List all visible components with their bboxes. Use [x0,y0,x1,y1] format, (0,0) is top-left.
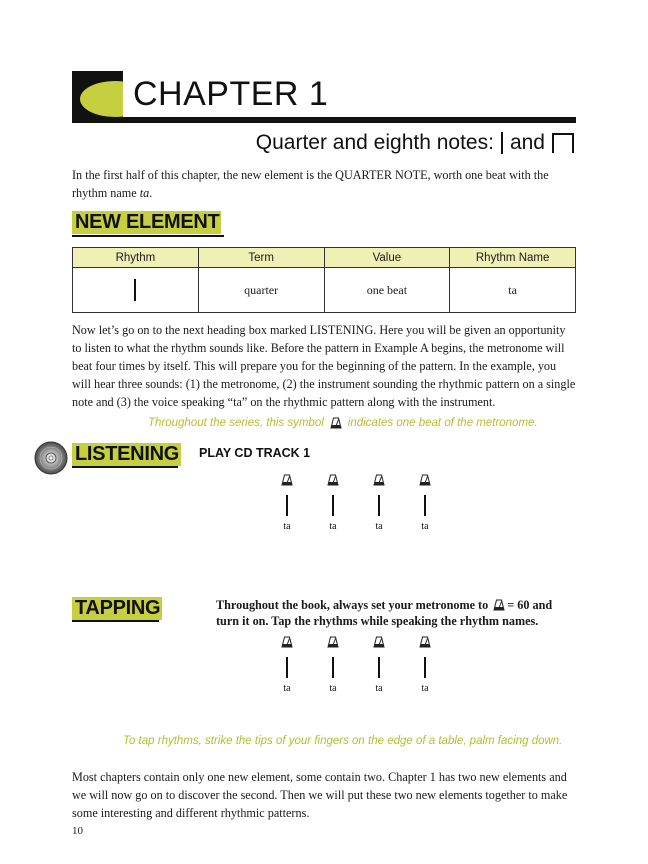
quarter-note-icon [424,657,426,678]
quarter-note-icon [332,657,334,678]
rhythm-syllable: ta [329,521,337,532]
tapping-rule [72,620,159,622]
listening-intro-paragraph: Now let’s go on to the next heading box marked LISTENING. Here you will be given an opportunity to listen to what the rhythm sounds like. Before the pattern in Example A begins, the metronome will beat four times by itself. This will prepare you for the beginning of the pattern. In the example, you will hear three sounds: (1) the metronome, (2) the instrument sounding the rhythmic pattern on a single note and (3) the voice speaking “ta” on the rhythmic pattern along with the instrument. [72,323,576,409]
header-value: Value [324,248,450,268]
tapping-text-before: Throughout the book, always set your metronome to [216,598,489,612]
quarter-note-icon [286,657,288,678]
new-element-heading: NEW ELEMENT [72,211,221,234]
header-term: Term [198,248,324,268]
metronome-icon [373,636,385,648]
beat [402,474,448,532]
quarter-note-icon [378,657,380,678]
tapping-rhythm-pattern [264,636,448,694]
intro-paragraph [72,166,578,202]
rhythm-syllable: ta [421,683,429,694]
table-header-row [73,248,576,268]
metronome-icon [330,417,342,429]
beat [264,636,310,694]
tapping-text-after: = 60 and turn it on. Tap the rhythms while speaking the rhythm names. [216,598,553,628]
chapter-rule [72,117,576,123]
cell-value: one beat [324,268,450,313]
rhythm-syllable: ta [283,683,291,694]
table-row [73,268,576,313]
rhythm-syllable: ta [375,683,383,694]
metronome-icon [327,474,339,486]
series-note-before: Throughout the series, this symbol [148,417,324,429]
listening-heading: LISTENING [72,443,181,466]
eighth-notes-icon [552,133,574,153]
chapter-subtitle [256,131,574,155]
intro-text: In the first half of this chapter, the new element is the QUARTER NOTE, worth one beat with the rhythm name [72,168,549,200]
intro-end: . [149,186,153,200]
metronome-icon [281,474,293,486]
chapter-oval-accent [80,81,123,117]
quarter-note-icon [378,495,380,516]
beat [402,636,448,694]
quarter-note-icon [332,495,334,516]
closing-paragraph: Most chapters contain only one new element, some contain two. Chapter 1 has two new elements and we will now go on to discover the second. Then we will put these two new elements together to make some interesting and different rhythmic patterns. [72,770,568,820]
metronome-icon [493,599,505,611]
metronome-icon [281,636,293,648]
series-note-after: indicates one beat of the metronome. [347,417,538,429]
new-element-rule [72,235,224,237]
beat [264,474,310,532]
cell-term: quarter [198,268,324,313]
chapter-title: CHAPTER 1 [133,75,329,113]
intro-term: ta [139,186,150,200]
subtitle-conjunction: and [509,131,545,154]
cell-rhythm [73,268,199,313]
rhythm-syllable: ta [283,521,291,532]
rhythm-syllable: ta [329,683,337,694]
quarter-note-icon [501,132,503,154]
quarter-note-icon [286,495,288,516]
header-rhythm-name: Rhythm Name [450,248,576,268]
beat [356,474,402,532]
page-number: 10 [72,825,83,837]
metronome-icon [373,474,385,486]
quarter-note-icon [134,279,136,301]
metronome-icon [419,474,431,486]
header-rhythm: Rhythm [73,248,199,268]
subtitle-text: Quarter and eighth notes: [255,131,494,154]
metronome-icon [419,636,431,648]
beat [310,474,356,532]
chapter-badge [72,71,123,123]
tapping-instructions [216,597,576,629]
tapping-heading: TAPPING [72,597,162,620]
element-table [72,247,576,313]
listening-rule [72,466,178,468]
rhythm-syllable: ta [421,521,429,532]
tapping-note: To tap rhythms, strike the tips of your fingers on the edge of a table, palm facing down. [123,735,563,747]
cd-icon [34,441,68,475]
rhythm-syllable: ta [375,521,383,532]
cd-track-label: PLAY CD TRACK 1 [199,446,311,460]
series-note [148,417,538,429]
quarter-note-icon [424,495,426,516]
cell-rhythm-name: ta [450,268,576,313]
listening-rhythm-pattern [264,474,448,532]
beat [356,636,402,694]
beat [310,636,356,694]
metronome-icon [327,636,339,648]
